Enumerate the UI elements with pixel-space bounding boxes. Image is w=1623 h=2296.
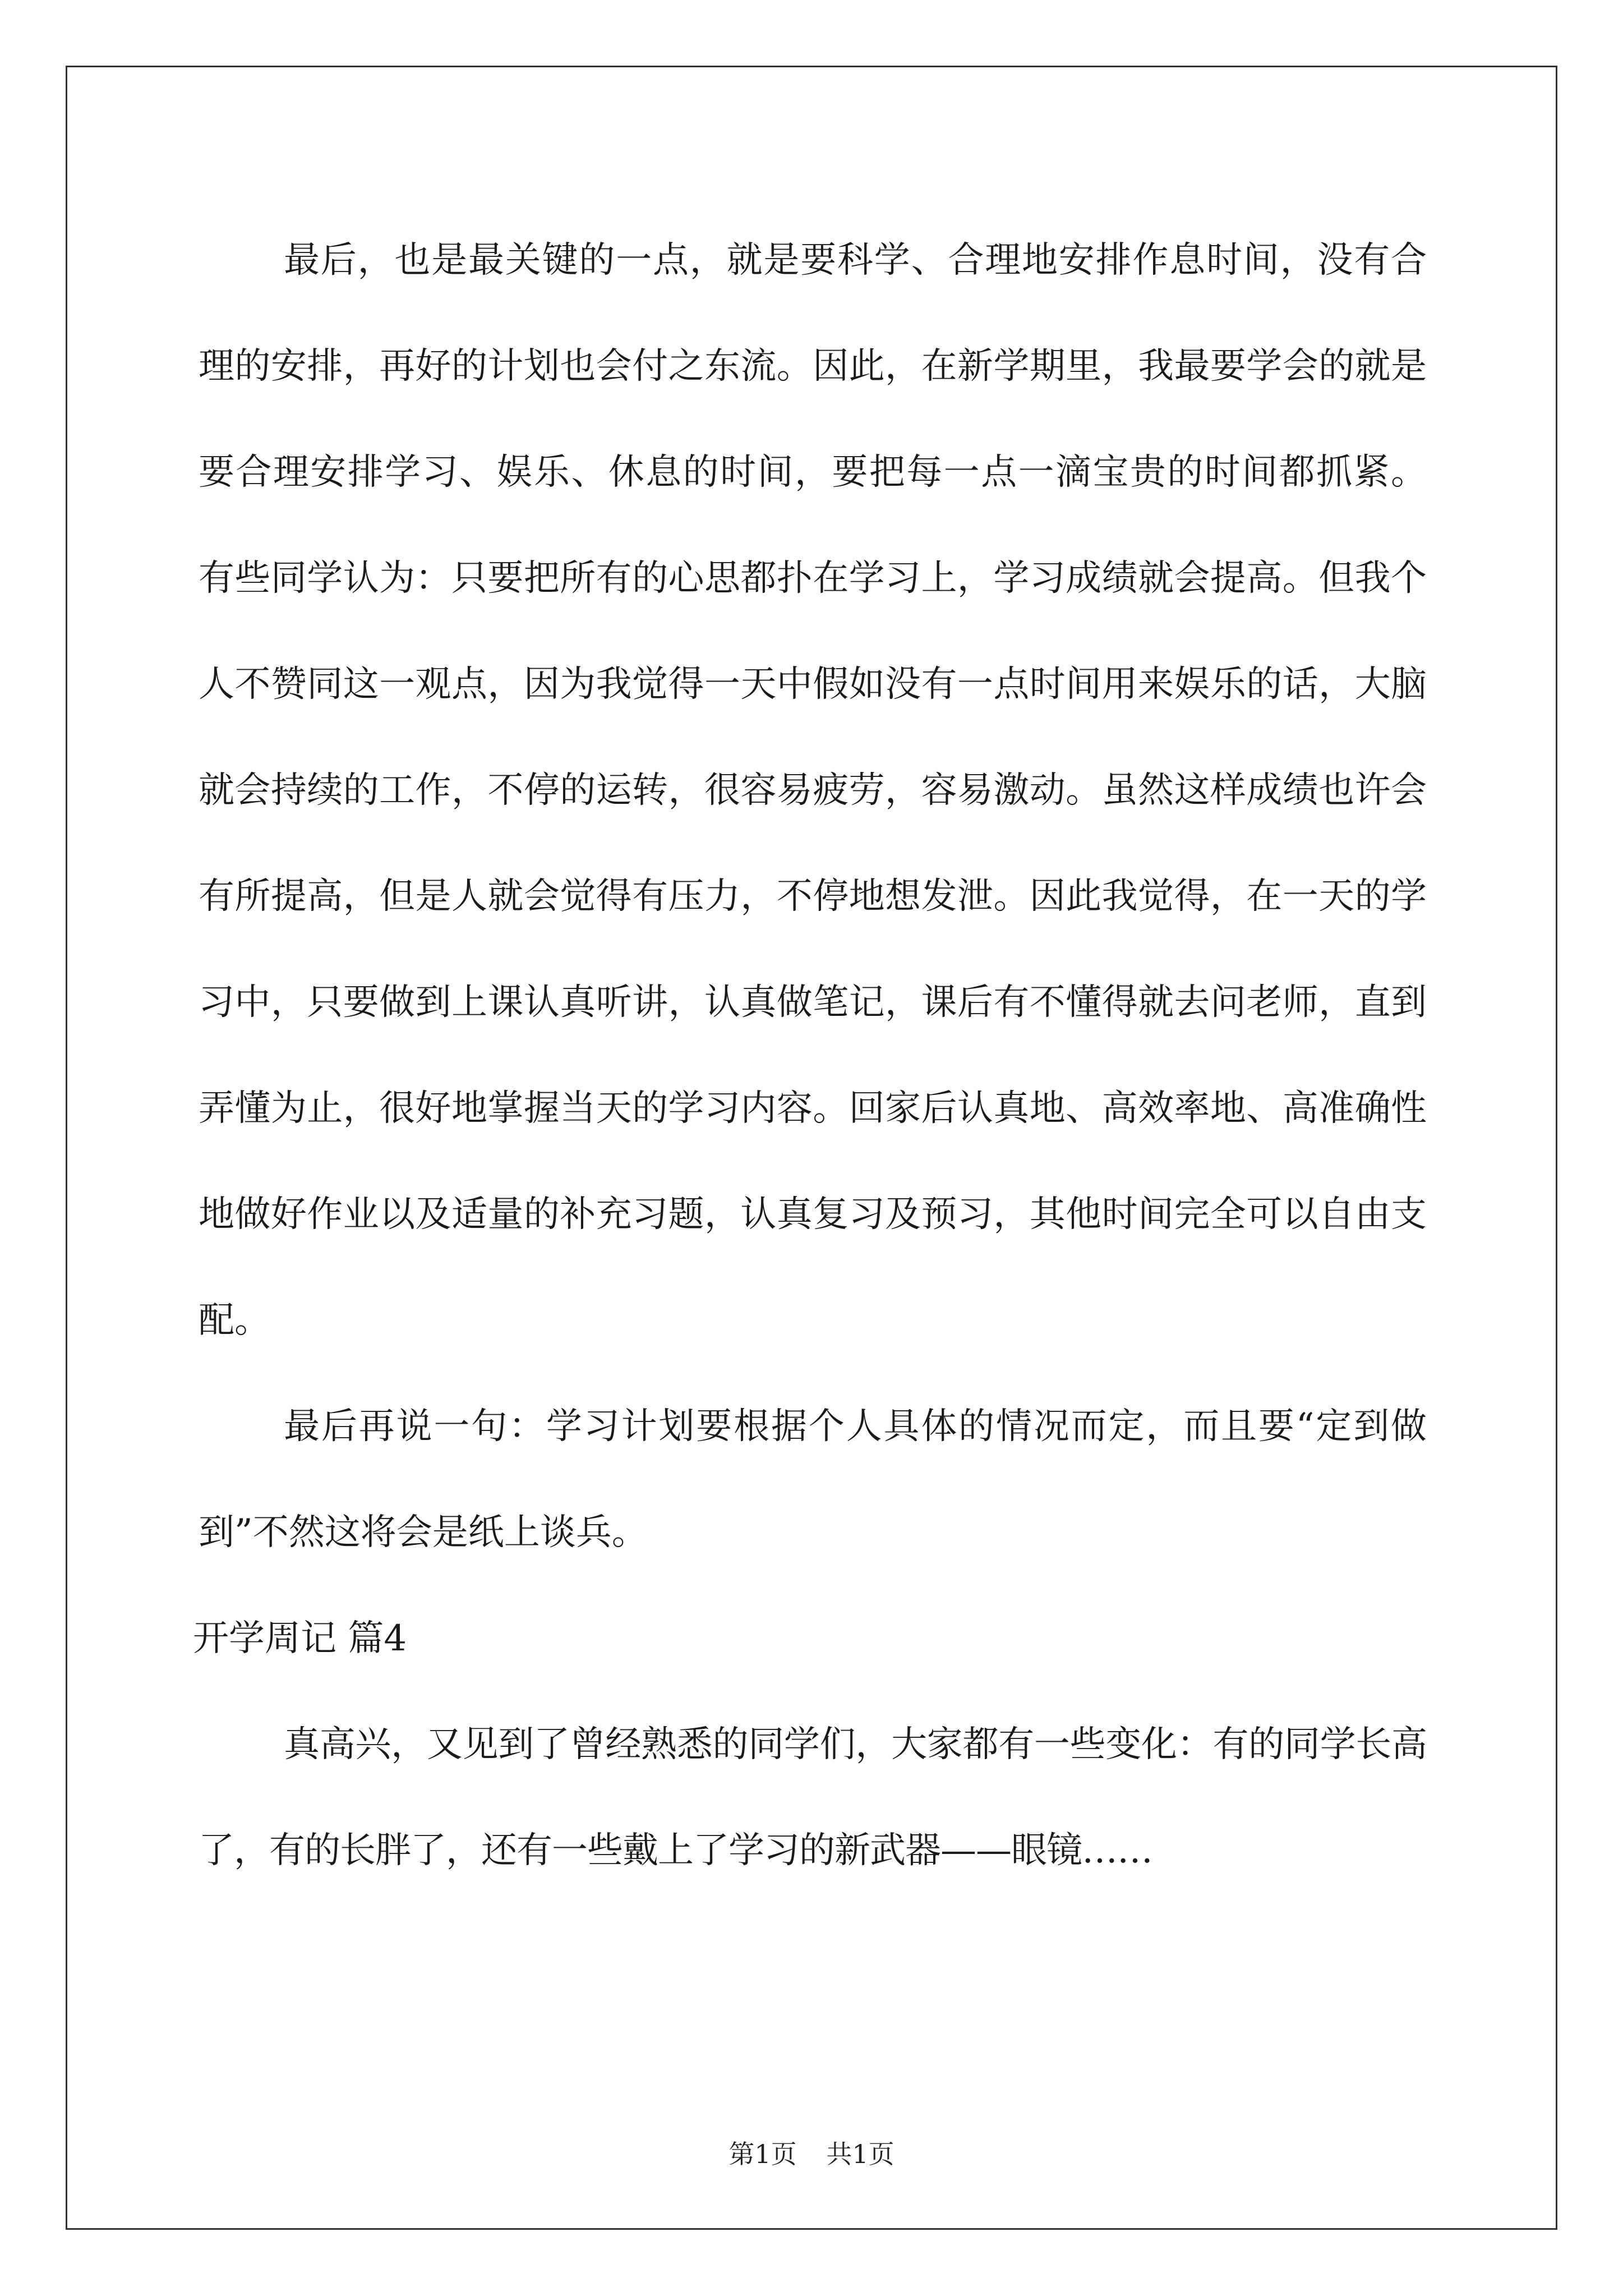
paragraph-1: 最后，也是最关键的一点，就是要科学、合理地安排作息时间，没有合理的安排，再好的计划也会付之东流。因此，在新学期里，我最要学会的就是要合理安排学习、娱乐、休息的时间，要把每一点一滴宝贵的时间都抓紧。 有些同学认为：只要把所有的心思都扑在学习上，学习成绩就会提高。但我个人不赞同这一观点，因为我觉得一天中假如没有一点时间用来娱乐的话，大脑就会持续的工作，不停的运转，很容易疲劳，容易激动。虽然这样成绩也许会有所提高，但是人就会觉得有压力，不停地想发泄。因此我觉得，在一天的学习中，只要做到上课认真听讲，认真做笔记，课后有不懂得就去问老师，直到弄懂为止，很好地掌握当天的学习内容。回家后认真地、高效率地、高准确性地做好作业以及适量的补充习题，认真复习及预习，其他时间完全可以自由支配。 xyxy=(199,240,1427,1341)
page-number: 第1页 xyxy=(728,2139,797,2169)
page-footer xyxy=(0,2137,1623,2171)
paragraph-3: 真高兴，又见到了曾经熟悉的同学们，大家都有一些变化：有的同学长高了，有的长胖了，还有一些戴上了学习的新武器——眼镜…… xyxy=(199,1724,1427,1871)
paragraph-2: 最后再说一句：学习计划要根据个人具体的情况而定，而且要“定到做到”不然这将会是纸上谈兵。 xyxy=(199,1406,1427,1553)
document-body xyxy=(193,208,1427,1904)
page-total: 共1页 xyxy=(826,2139,895,2169)
section-heading: 开学周记 篇4 xyxy=(193,1618,407,1659)
